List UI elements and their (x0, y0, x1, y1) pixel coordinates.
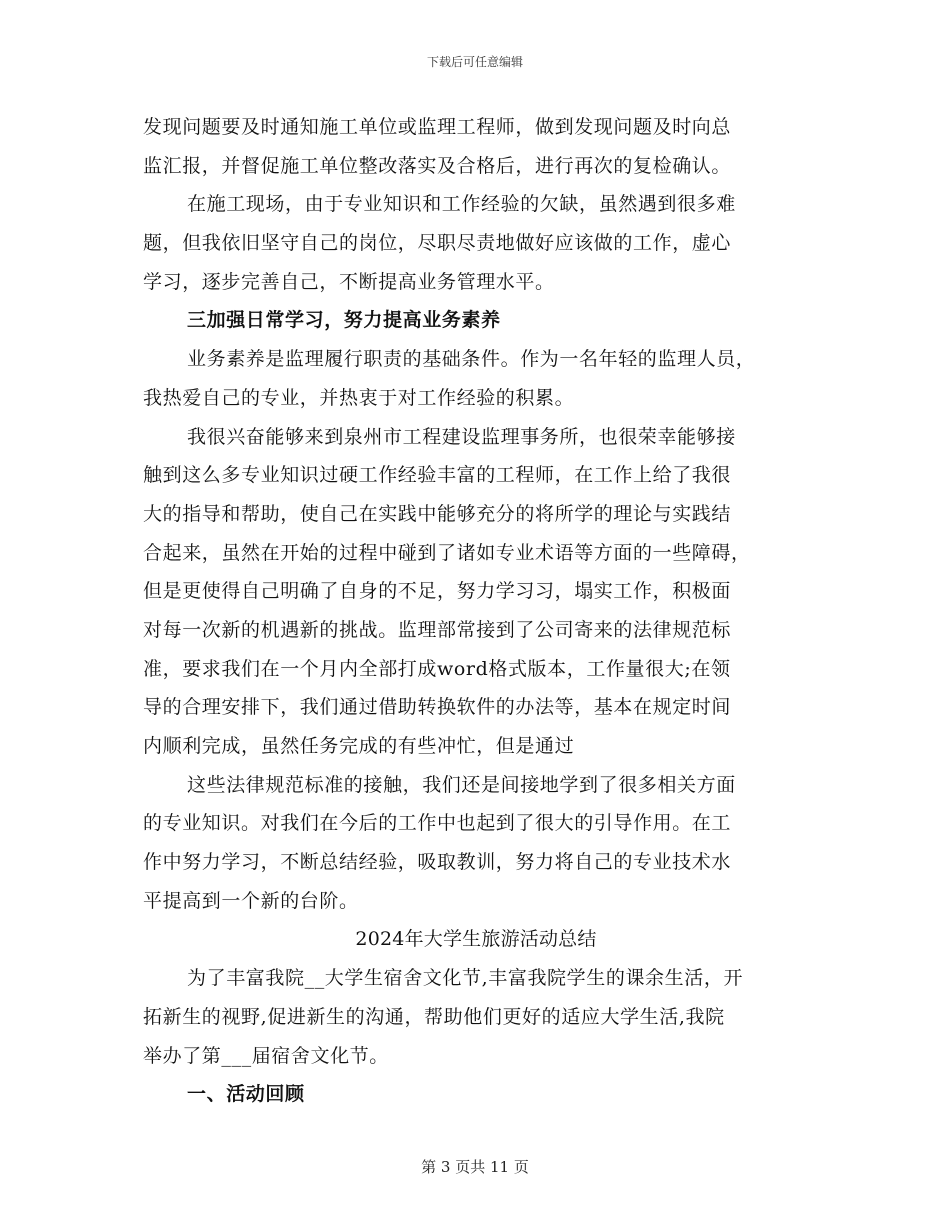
text-line: 监汇报，并督促施工单位整改落实及合格后，进行再次的复检确认。 (143, 154, 732, 177)
section-heading: 三加强日常学习，努力提高业务素养 (187, 309, 501, 332)
paragraph-start: 业务素养是监理履行职责的基础条件。作为一名年轻的监理人员， (187, 348, 756, 371)
paragraph-start: 这些法律规范标准的接触，我们还是间接地学到了很多相关方面 (187, 773, 736, 796)
document-body (143, 108, 809, 1114)
text-line: 导的合理安排下，我们通过借助转换软件的办法等，基本在规定时间 (143, 696, 732, 719)
text-line: 题，但我依旧坚守自己的岗位，尽职尽责地做好应该做的工作，虚心 (143, 232, 732, 255)
paragraph-start: 在施工现场，由于专业知识和工作经验的欠缺，虽然遇到很多难 (187, 193, 736, 216)
text-line: 内顺利完成，虽然任务完成的有些冲忙，但是通过 (143, 735, 575, 757)
text-line: 学习，逐步完善自己，不断提高业务管理水平。 (143, 270, 555, 293)
text-line: 举办了第___届宿舍文化节。 (143, 1044, 389, 1067)
section-heading: 一、活动回顾 (187, 1083, 305, 1106)
text-line: 大的指导和帮助，使自己在实践中能够充分的将所学的理论与实践结 (143, 502, 732, 525)
text-line: 平提高到一个新的台阶。 (143, 889, 359, 912)
text-line: 作中努力学习，不断总结经验，吸取教训，努力将自己的专业技术水 (143, 851, 732, 874)
page-header: 下载后可任意编辑 (426, 55, 523, 69)
text-line: 拓新生的视野,促进新生的沟通，帮助他们更好的适应大学生活,我院 (143, 1005, 725, 1028)
text-line: 合起来，虽然在开始的过程中碰到了诸如专业术语等方面的一些障碍， (143, 541, 751, 564)
page-footer: 第 3 页共 11 页 (421, 1158, 529, 1176)
document-title: 2024年大学生旅游活动总结 (355, 928, 597, 951)
text-line: 发现问题要及时通知施工单位或监理工程师，做到发现问题及时向总 (143, 116, 732, 138)
paragraph-start: 我很兴奋能够来到泉州市工程建设监理事务所，也很荣幸能够接 (187, 425, 736, 448)
text-line: 对每一次新的机遇新的挑战。监理部常接到了公司寄来的法律规范标 (143, 618, 732, 641)
text-line: 触到这么多专业知识过硬工作经验丰富的工程师，在工作上给了我很 (143, 464, 732, 487)
text-line: 但是更使得自己明确了自身的不足，努力学习习，塌实工作，积极面 (143, 580, 732, 603)
text-line: 准，要求我们在一个月内全部打成word格式版本，工作量很大;在领 (143, 657, 731, 680)
text-line: 的专业知识。对我们在今后的工作中也起到了很大的引导作用。在工 (143, 812, 732, 835)
paragraph-start: 为了丰富我院__大学生宿舍文化节,丰富我院学生的课余生活，开 (187, 967, 744, 990)
text-line: 我热爱自己的专业，并热衷于对工作经验的积累。 (143, 386, 575, 409)
